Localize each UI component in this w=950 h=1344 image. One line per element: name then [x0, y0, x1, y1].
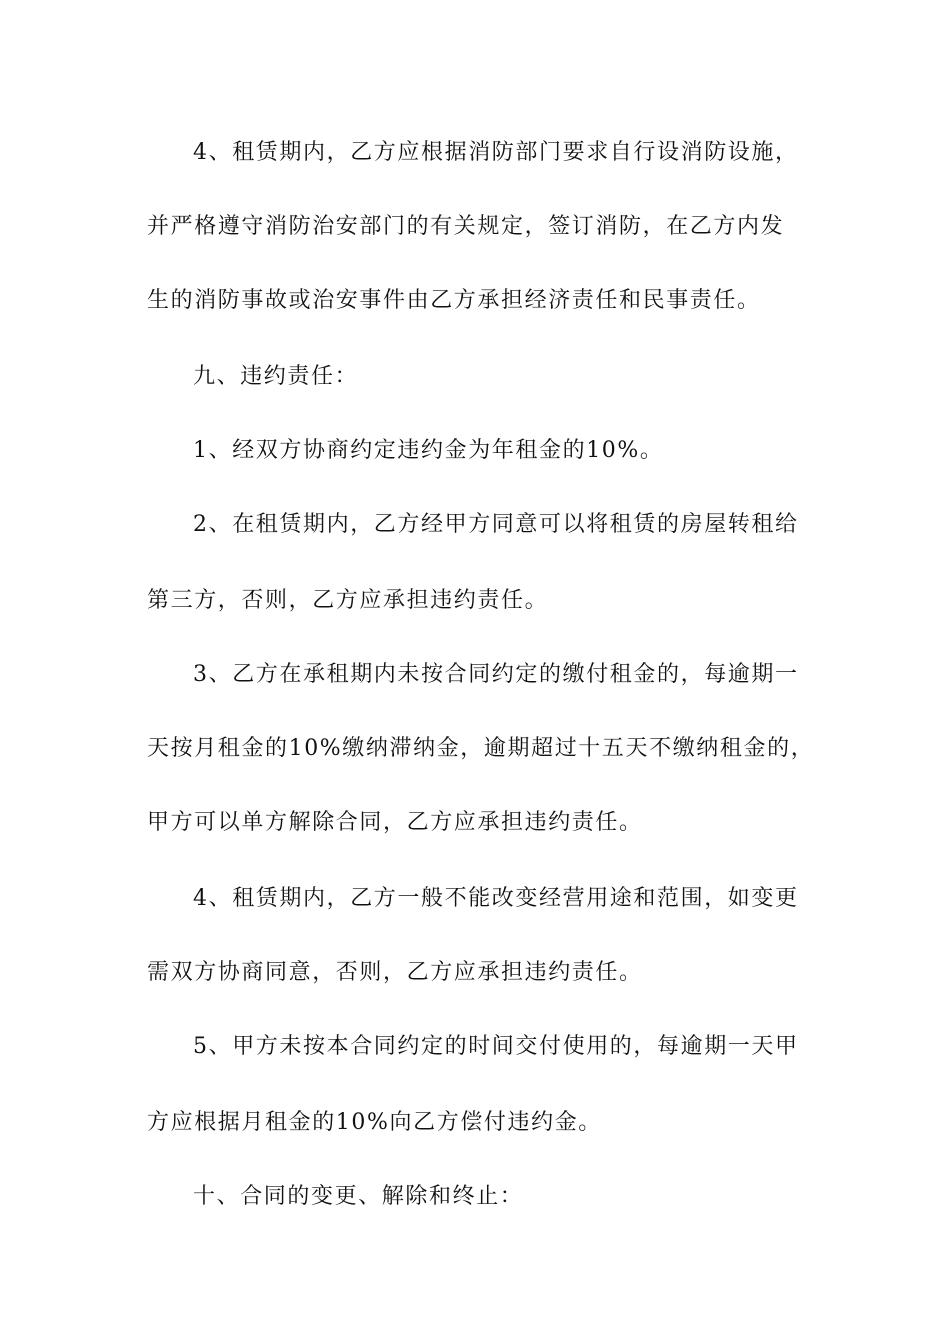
text-line-clause-1: 1、经双方协商约定违约金为年租金的10%。	[193, 438, 664, 463]
text-line-clause-5: 5、甲方未按本合同约定的时间交付使用的，每逾期一天甲	[193, 1034, 799, 1059]
text-line-fire-safety-clause: 4、租赁期内，乙方应根据消防部门要求自行设消防设施，	[193, 140, 799, 165]
section-heading-contract-changes: 十、合同的变更、解除和终止：	[193, 1184, 524, 1209]
text-line-clause-4: 4、租赁期内，乙方一般不能改变经营用途和范围，如变更	[193, 886, 799, 911]
text-line-clause-5-continued: 方应根据月租金的10%向乙方偿付违约金。	[147, 1110, 602, 1135]
text-line-fire-safety-continued: 并严格遵守消防治安部门的有关规定，签订消防，在乙方内发	[147, 214, 785, 239]
text-line-clause-3-end: 甲方可以单方解除合同，乙方应承担违约责任。	[147, 810, 643, 835]
section-heading-breach-liability: 九、违约责任：	[193, 364, 359, 389]
text-line-clause-2: 2、在租赁期内，乙方经甲方同意可以将租赁的房屋转租给	[193, 512, 799, 537]
text-line-clause-3: 3、乙方在承租期内未按合同约定的缴付租金的，每逾期一	[193, 662, 799, 687]
text-line-fire-safety-end: 生的消防事故或治安事件由乙方承担经济责任和民事责任。	[147, 288, 761, 313]
text-line-clause-3-continued: 天按月租金的10%缴纳滞纳金，逾期超过十五天不缴纳租金的，	[147, 736, 815, 761]
text-line-clause-4-continued: 需双方协商同意，否则，乙方应承担违约责任。	[147, 960, 643, 985]
text-line-clause-2-continued: 第三方，否则，乙方应承担违约责任。	[147, 588, 549, 613]
